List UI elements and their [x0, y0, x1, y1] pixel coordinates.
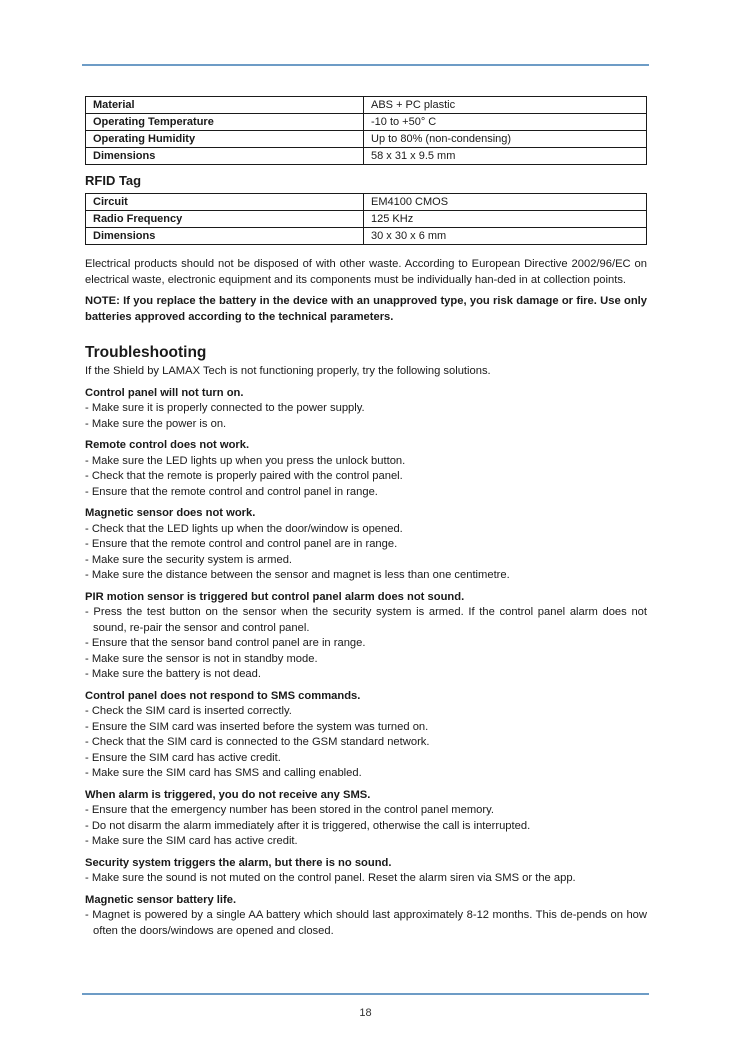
trouble-section: [85, 438, 647, 500]
spec-label: Operating Humidity: [86, 131, 364, 148]
trouble-section: [85, 689, 647, 782]
footer-rule: [82, 993, 649, 995]
rfid-value: 125 KHz: [364, 211, 647, 228]
list-item: - Check that the SIM card is connected to the GSM standard network.: [85, 736, 430, 748]
trouble-section: [85, 386, 647, 433]
rfid-table: [85, 193, 647, 245]
list-item: - Press the test button on the sensor when the security system is armed. If the control panel alarm does not sound, re-pair the sensor and control panel.: [85, 606, 647, 634]
trouble-section: [85, 788, 647, 850]
list-item: - Check that the LED lights up when the door/window is opened.: [85, 522, 403, 535]
list-item: - Make sure the sensor is not in standby mode.: [85, 652, 318, 665]
table-row: [86, 114, 647, 131]
troubleshooting-intro: If the Shield by LAMAX Tech is not functioning properly, try the following solutions.: [85, 365, 491, 377]
trouble-section: [85, 506, 647, 584]
spec-label: Operating Temperature: [86, 114, 364, 131]
list-item: - Make sure the SIM card has SMS and calling enabled.: [85, 767, 362, 779]
rfid-value: 30 x 30 x 6 mm: [364, 228, 647, 245]
spec-label: Dimensions: [86, 148, 364, 165]
list-item: - Make sure the LED lights up when you press the unlock button.: [85, 454, 406, 467]
troubleshooting-title: Troubleshooting: [85, 344, 207, 361]
table-row: [86, 148, 647, 165]
list-item: - Make sure the SIM card has active credit.: [85, 835, 298, 847]
section-heading: Control panel will not turn on.: [85, 386, 244, 399]
rfid-label: Circuit: [86, 194, 364, 211]
list-item: - Make sure the sound is not muted on the control panel. Reset the alarm siren via SMS or the app.: [85, 872, 576, 884]
list-item: - Ensure that the emergency number has been stored in the control panel memory.: [85, 804, 494, 816]
spec-value: -10 to +50° C: [364, 114, 647, 131]
list-item: - Make sure it is properly connected to the power supply.: [85, 402, 365, 414]
list-item: - Make sure the distance between the sensor and magnet is less than one centimetre.: [85, 569, 510, 581]
spec-label: Material: [86, 97, 364, 114]
list-item: - Do not disarm the alarm immediately after it is triggered, otherwise the call is interrupted.: [85, 819, 531, 832]
list-item: - Ensure the SIM card has active credit.: [85, 751, 281, 764]
list-item: - Make sure the battery is not dead.: [85, 668, 261, 680]
disposal-paragraph: Electrical products should not be disposed of with other waste. According to European Directive 2002/96/EC on electrical waste, electronic equipment and its components must be individually han-ded in at collection points.: [85, 258, 647, 286]
table-row: [86, 194, 647, 211]
list-item: - Ensure that the remote control and control panel are in range.: [85, 538, 398, 550]
section-heading: Magnetic sensor does not work.: [85, 507, 256, 519]
spec-value: Up to 80% (non-condensing): [364, 131, 647, 148]
table-row: [86, 97, 647, 114]
spec-value: 58 x 31 x 9.5 mm: [364, 148, 647, 165]
rfid-value: EM4100 CMOS: [364, 194, 647, 211]
page-content: [85, 96, 647, 939]
page-number: 18: [359, 1007, 372, 1019]
rfid-heading: RFID Tag: [85, 173, 142, 188]
rfid-label: Radio Frequency: [86, 211, 364, 228]
rfid-label: Dimensions: [86, 228, 364, 245]
trouble-section: [85, 893, 647, 940]
section-heading: Control panel does not respond to SMS commands.: [85, 689, 361, 702]
section-heading: When alarm is triggered, you do not receive any SMS.: [85, 788, 371, 801]
list-item: - Make sure the security system is armed.: [85, 553, 293, 566]
list-item: - Ensure that the remote control and control panel in range.: [85, 485, 378, 498]
header-rule: [82, 64, 649, 66]
battery-note: NOTE: If you replace the battery in the device with an unapproved type, you risk damage or fire. Use only batteries approved according to the technical parameters.: [85, 295, 647, 323]
list-item: - Check the SIM card is inserted correctly.: [85, 705, 292, 717]
list-item: - Check that the remote is properly paired with the control panel.: [85, 470, 403, 482]
section-heading: Remote control does not work.: [85, 439, 250, 451]
trouble-section: [85, 590, 647, 683]
list-item: - Magnet is powered by a single AA battery which should last approximately 8-12 months. This de-pends on how often the doors/windows are opened and closed.: [85, 909, 647, 937]
list-item: - Ensure the SIM card was inserted before the system was turned on.: [85, 720, 429, 733]
table-row: [86, 131, 647, 148]
spec-value: ABS + PC plastic: [364, 97, 647, 114]
spec-table: [85, 96, 647, 165]
trouble-section: [85, 856, 647, 887]
list-item: - Make sure the power is on.: [85, 417, 227, 430]
section-heading: PIR motion sensor is triggered but control panel alarm does not sound.: [85, 590, 465, 603]
table-row: [86, 228, 647, 245]
section-heading: Magnetic sensor battery life.: [85, 893, 237, 906]
list-item: - Ensure that the sensor band control panel are in range.: [85, 637, 366, 649]
table-row: [86, 211, 647, 228]
section-heading: Security system triggers the alarm, but there is no sound.: [85, 856, 392, 869]
